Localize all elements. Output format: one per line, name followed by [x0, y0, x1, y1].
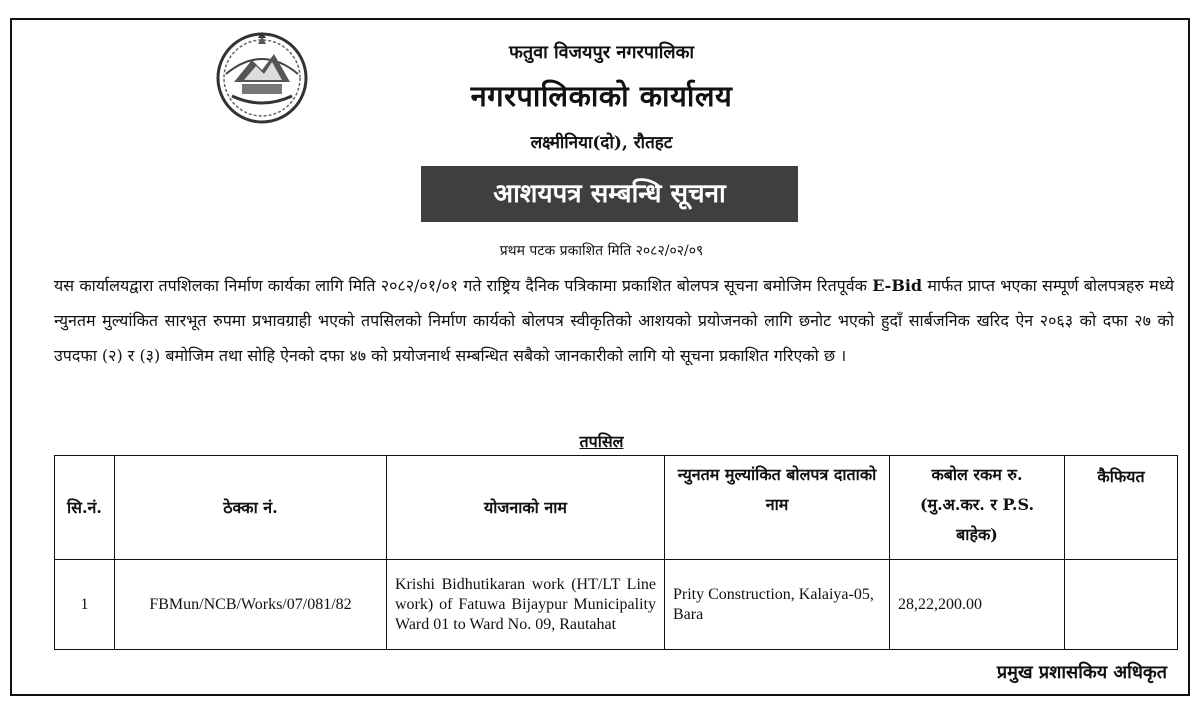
cell-bidder-name: Prity Construction, Kalaiya-05, Bara — [665, 560, 890, 650]
municipality-name: फतुवा विजयपुर नगरपालिका — [508, 42, 695, 63]
schedule-caption: तपसिल — [579, 432, 624, 451]
office-title: नगरपालिकाको कार्यालय — [470, 79, 733, 113]
cell-project-name: Krishi Bidhutikaran work (HT/LT Line work) of Fatuwa Bijaypur Municipality Ward 01 to Ward No. 09, Rautahat — [387, 560, 665, 650]
cell-bid-amount: 28,22,200.00 — [890, 560, 1065, 650]
schedule-table — [54, 455, 1178, 650]
header-remarks: कैफियत — [1065, 456, 1178, 560]
header-sn: सि.नं. — [55, 456, 115, 560]
table-row — [55, 560, 1178, 650]
table-header-row — [55, 456, 1178, 560]
cell-remarks — [1065, 560, 1178, 650]
notice-text-part1: यस कार्यालयद्वारा तपशिलका निर्माण कार्यका लागि मिति २०८२/०१/०१ गते राष्ट्रिय दैनिक पत्रिकामा प्रकाशित बोलपत्र सूचना बमोजिम रितपूर्वक — [54, 276, 873, 295]
header-project-name: योजनाको नाम — [387, 456, 665, 560]
header-contract-no: ठेक्का नं. — [115, 456, 387, 560]
header-bidder-name: न्युनतम मुल्यांकित बोलपत्र दाताको नाम — [665, 456, 890, 560]
office-address: लक्ष्मीनिया(दो), रौतहट — [530, 133, 673, 153]
notice-paragraph — [54, 268, 1174, 373]
notice-title-banner: आशयपत्र सम्बन्धि सूचना — [421, 166, 798, 222]
signatory-title: प्रमुख प्रशासकिय अधिकृत — [996, 662, 1167, 683]
notice-text-part2: मार्फत प्राप्त भएका सम्पूर्ण बोलपत्रहरु मध्ये न्युनतम मुल्यांकित सारभूत रुपमा प्रभावग्राही भएको तपसिलको निर्माण कार्यको बोलपत्र स्वीकृतिको आशयको प्रयोजनको लागि छनोट भएको हुदाँ सार्बजनिक खरिद ऐन २०६३ को दफा २७ को उपदफा (२) र (३) बमोजिम तथा सोहि ऐनको दफा ४७ को प्रयोजनार्थ सम्बन्धित सबैको जानकारीको लागि यो सूचना प्रकाशित गरिएको छ । — [54, 276, 1174, 365]
cell-sn: 1 — [55, 560, 115, 650]
publication-date: प्रथम पटक प्रकाशित मिति २०८२/०२/०९ — [499, 243, 704, 259]
cell-contract-no: FBMun/NCB/Works/07/081/82 — [115, 560, 387, 650]
header-bid-amount: कबोल रकम रु. (मु.अ.कर. र P.S. बाहेक) — [890, 456, 1065, 560]
ebid-label: E-Bid — [872, 276, 923, 295]
